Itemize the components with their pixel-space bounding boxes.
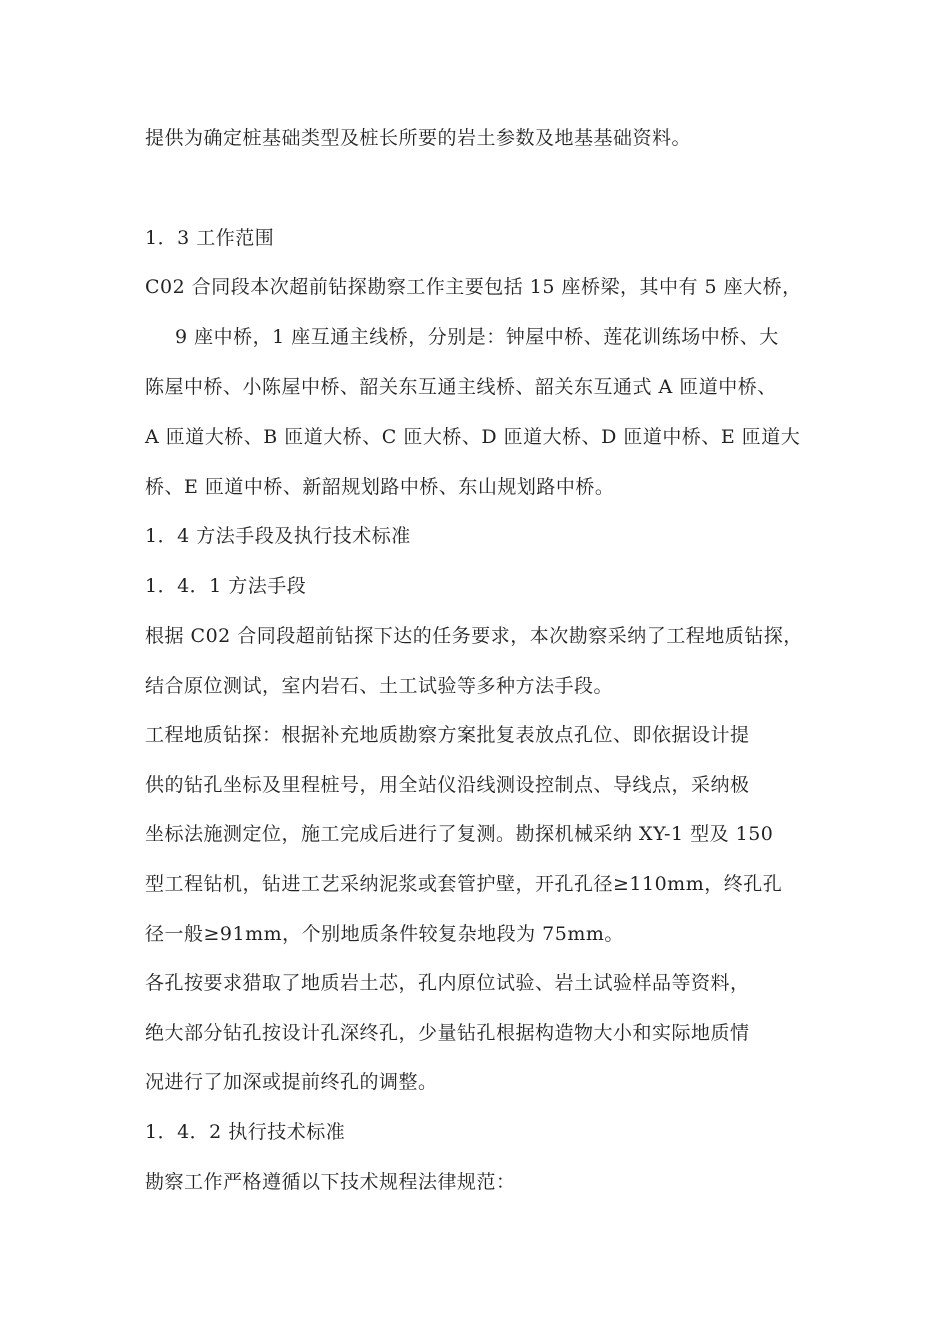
paragraph-line: 根据 C02 合同段超前钻探下达的任务要求，本次勘察采纳了工程地质钻探，	[145, 625, 803, 647]
paragraph-line: 型工程钻机，钻进工艺采纳泥浆或套管护壁，开孔孔径≥110mm，终孔孔	[145, 873, 783, 895]
section-heading: 1．3 工作范围	[145, 227, 275, 249]
paragraph-line: 况进行了加深或提前终孔的调整。	[145, 1071, 438, 1093]
paragraph-line: 绝大部分钻孔按设计孔深终孔，少量钻孔根据构造物大小和实际地质情	[145, 1022, 750, 1044]
paragraph-line: 结合原位测试，室内岩石、土工试验等多种方法手段。	[145, 675, 614, 697]
paragraph-line: 9 座中桥，1 座互通主线桥，分别是：钟屋中桥、莲花训练场中桥、大	[175, 326, 779, 348]
paragraph-line: 各孔按要求猎取了地质岩土芯，孔内原位试验、岩土试验样品等资料，	[145, 972, 750, 994]
paragraph-line: C02 合同段本次超前钻探勘察工作主要包括 15 座桥梁，其中有 5 座大桥，	[145, 276, 802, 298]
section-heading: 1．4 方法手段及执行技术标准	[145, 525, 411, 547]
subsection-heading: 1．4．2 执行技术标准	[145, 1121, 346, 1143]
paragraph-line: A 匝道大桥、B 匝道大桥、C 匝大桥、D 匝道大桥、D 匝道中桥、E 匝道大	[145, 426, 801, 448]
paragraph-line: 提供为确定桩基础类型及桩长所要的岩土参数及地基基础资料。	[145, 127, 692, 149]
paragraph-line: 勘察工作严格遵循以下技术规程法律规范：	[145, 1171, 516, 1193]
paragraph-line: 径一般≥91mm，个别地质条件较复杂地段为 75mm。	[145, 923, 624, 945]
paragraph-line: 坐标法施测定位，施工完成后进行了复测。勘探机械采纳 XY-1 型及 150	[145, 823, 774, 845]
paragraph-line: 工程地质钻探：根据补充地质勘察方案批复表放点孔位、即依据设计提	[145, 724, 750, 746]
paragraph-line: 供的钻孔坐标及里程桩号，用全站仪沿线测设控制点、导线点，采纳极	[145, 774, 750, 796]
paragraph-line: 桥、E 匝道中桥、新韶规划路中桥、东山规划路中桥。	[145, 476, 615, 498]
subsection-heading: 1．4．1 方法手段	[145, 575, 307, 597]
paragraph-line: 陈屋中桥、小陈屋中桥、韶关东互通主线桥、韶关东互通式 A 匝道中桥、	[145, 376, 777, 398]
